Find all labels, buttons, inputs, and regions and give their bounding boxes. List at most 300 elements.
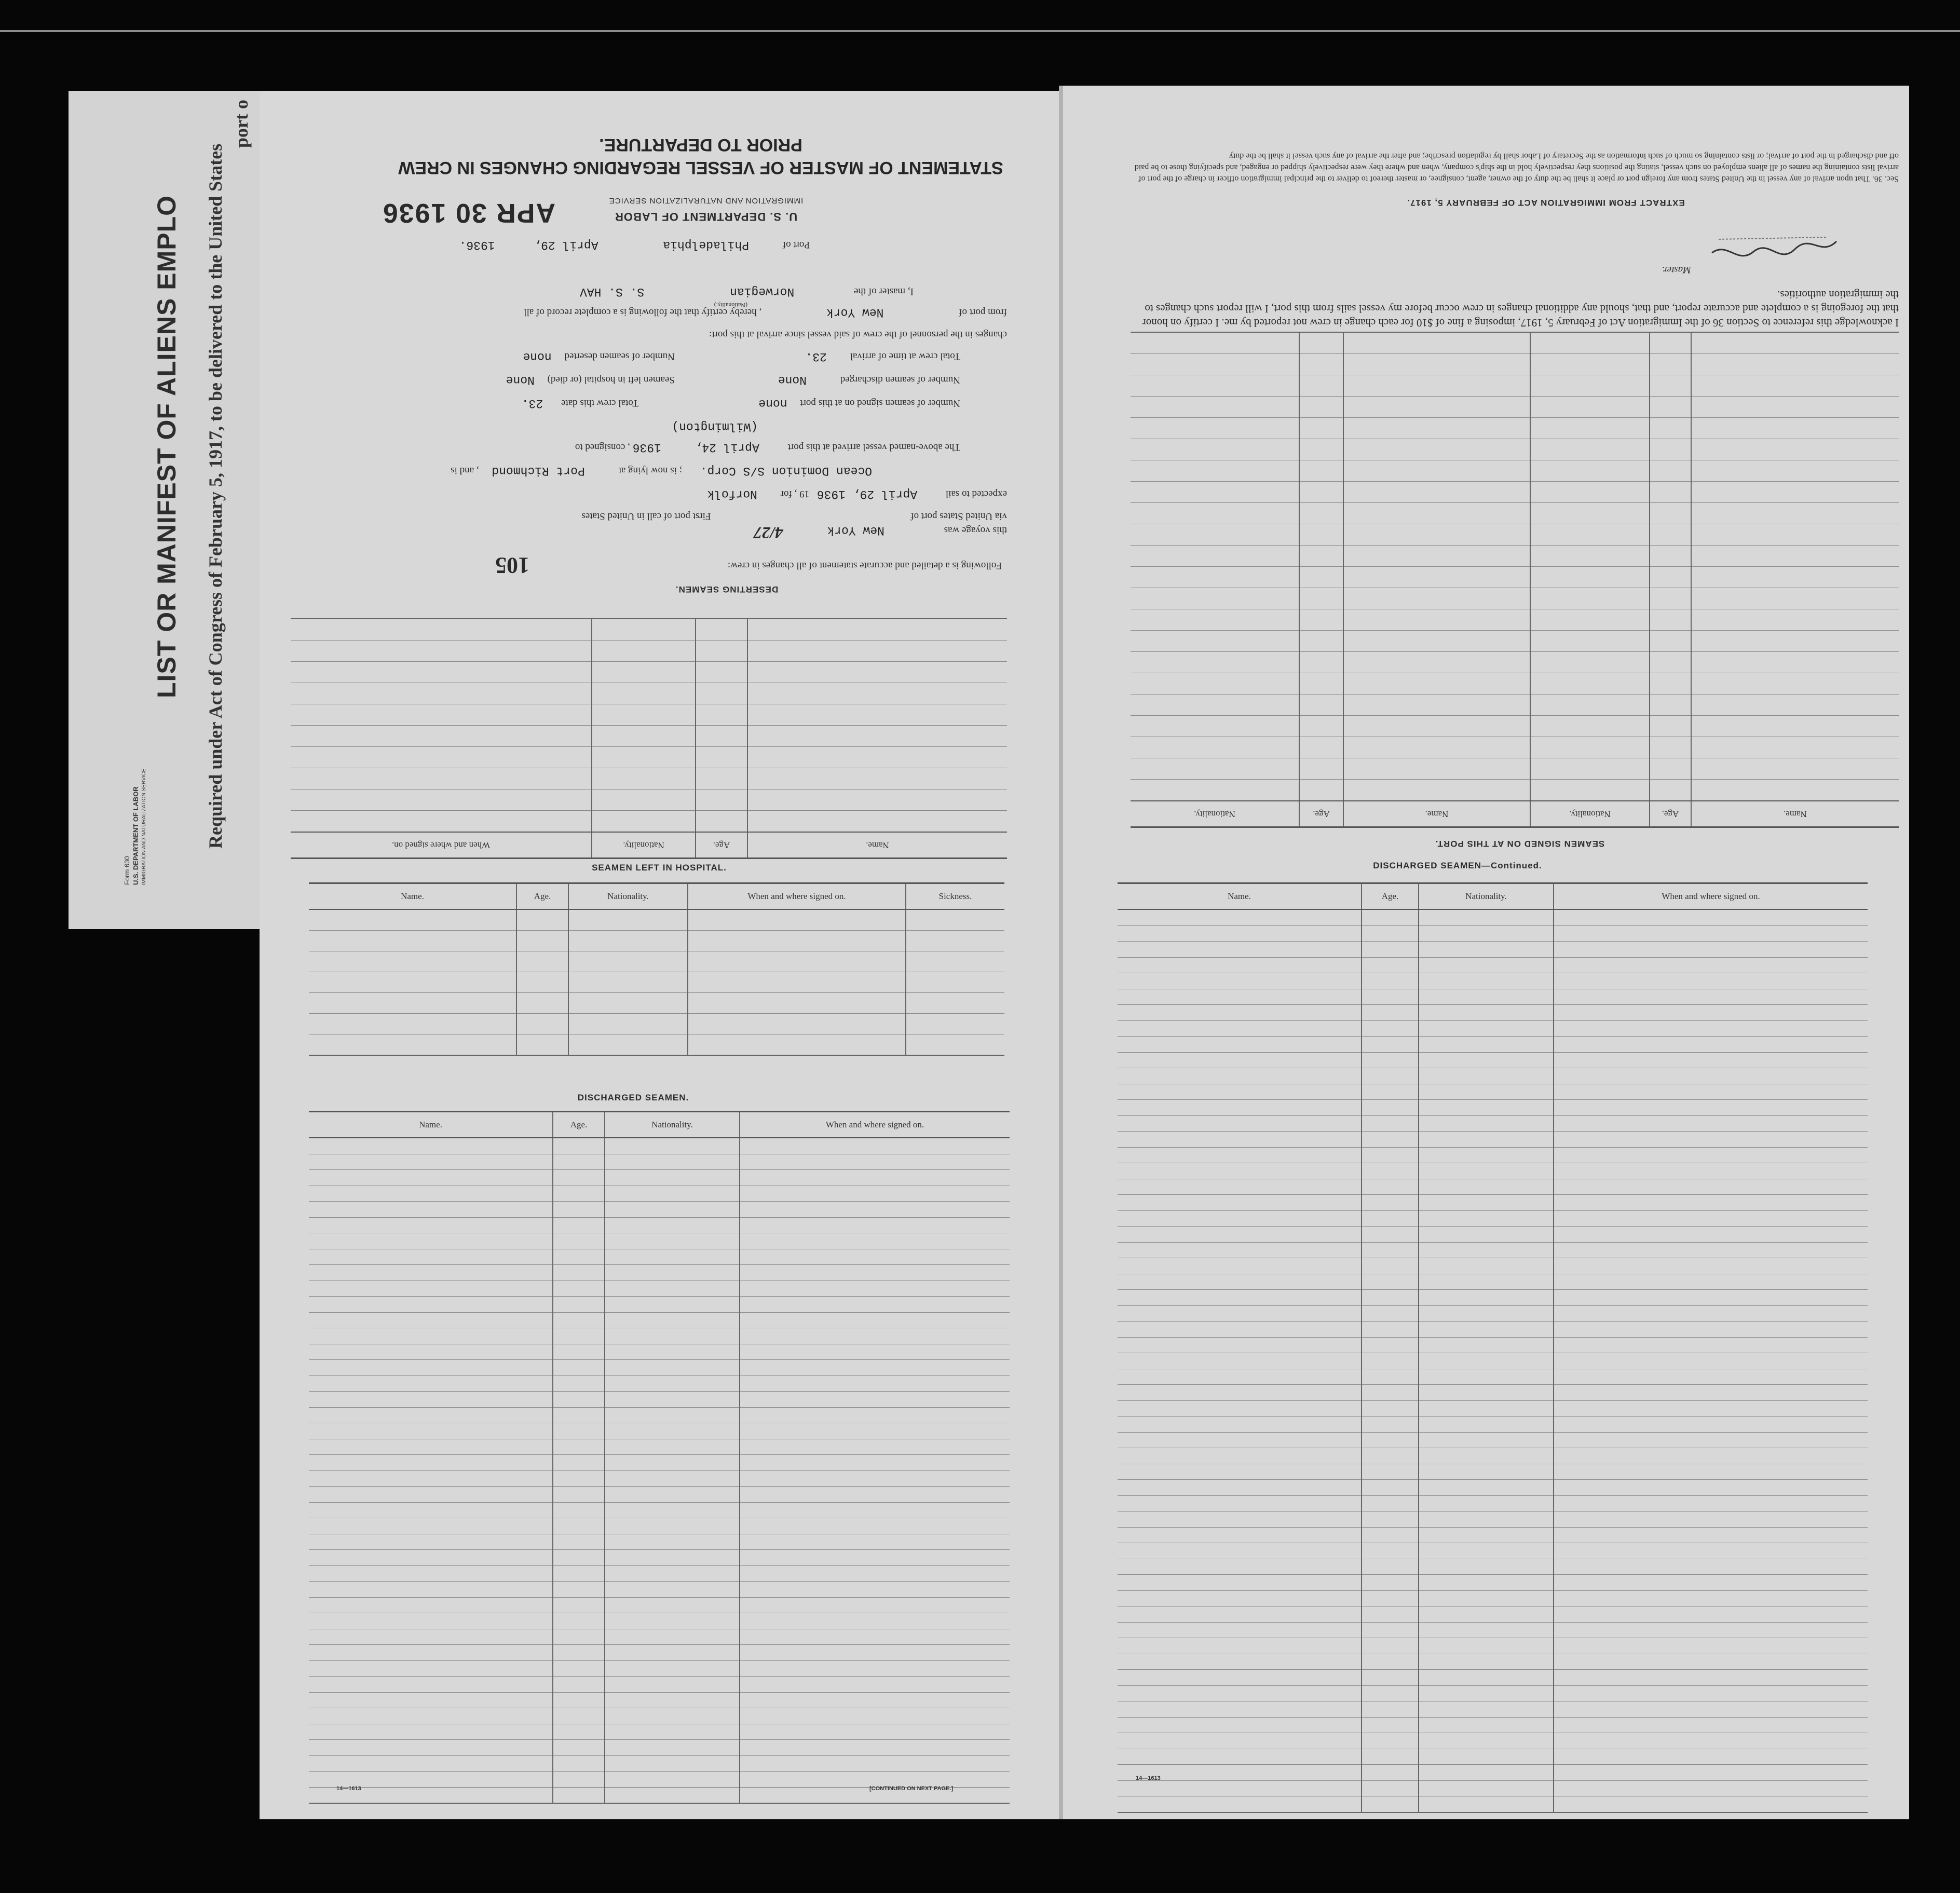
table-row <box>1118 1733 1868 1749</box>
table-cell <box>1419 1163 1554 1179</box>
table-cell <box>1118 1147 1362 1163</box>
table-cell <box>1299 482 1343 503</box>
table-cell <box>605 1439 740 1455</box>
table-row <box>309 1186 1010 1202</box>
table-cell <box>1554 1701 1868 1718</box>
table-cell <box>1299 460 1343 482</box>
for-value: Norfolk <box>707 487 757 501</box>
table-cell <box>740 1360 1010 1376</box>
table-cell <box>740 1502 1010 1518</box>
table-cell <box>1419 1353 1554 1369</box>
table-cell <box>1650 588 1691 609</box>
table-cell <box>1131 482 1299 503</box>
table-cell <box>309 1740 553 1756</box>
changes-line: changes in the personnel of the crew of said vessel since arrival at this port: <box>709 329 1007 340</box>
table-cell <box>1118 1005 1362 1021</box>
table-cell <box>1362 1353 1419 1369</box>
table-cell <box>1554 1005 1868 1021</box>
table-cell <box>309 1677 553 1693</box>
master-line <box>580 285 914 298</box>
table-row <box>291 704 1007 726</box>
table-cell <box>1419 1796 1554 1813</box>
table-cell <box>605 1202 740 1218</box>
table-cell <box>605 1312 740 1328</box>
from-port-value: New York <box>826 306 884 319</box>
table-cell <box>1118 1305 1362 1322</box>
table-cell <box>740 1423 1010 1439</box>
table-row <box>1118 1132 1868 1148</box>
table-cell <box>1131 609 1299 631</box>
table-cell <box>1299 652 1343 673</box>
nationality-caption: (Nationality.) <box>714 302 747 309</box>
table-cell <box>1362 1638 1419 1654</box>
table-row <box>309 1772 1010 1788</box>
table-cell <box>1118 1068 1362 1084</box>
table-cell <box>1131 716 1299 737</box>
table-cell <box>309 1249 553 1265</box>
table-cell <box>1299 524 1343 546</box>
table-row <box>309 1423 1010 1439</box>
table-cell <box>740 1265 1010 1281</box>
table-cell <box>1419 1622 1554 1638</box>
form-code-right: 14—1613 <box>1136 1775 1161 1781</box>
table-cell <box>696 662 747 683</box>
form-tab-subtitle: Required under Act of Congress of February 5, 1917, to be delivered to the United States <box>205 143 226 849</box>
table-cell <box>1419 1068 1554 1084</box>
total-crew-value: 23. <box>805 350 827 363</box>
table-cell <box>1554 1369 1868 1385</box>
table-row <box>291 641 1007 662</box>
table-cell <box>747 768 1007 789</box>
table-cell <box>1343 418 1530 439</box>
total-date-label: Total crew this date <box>561 398 638 408</box>
table-cell <box>906 931 1004 951</box>
for-label: 19 , for <box>780 488 810 499</box>
table-cell <box>1691 503 1899 524</box>
table-cell <box>740 1597 1010 1613</box>
table-cell <box>309 1550 553 1566</box>
table-cell <box>1299 503 1343 524</box>
table-cell <box>309 1724 553 1740</box>
continued-note: [CONTINUED ON NEXT PAGE.] <box>869 1786 954 1792</box>
table-cell <box>309 1202 553 1218</box>
table-cell <box>605 1423 740 1439</box>
table-row <box>1118 1717 1868 1733</box>
table-row <box>309 1724 1010 1740</box>
table-cell <box>740 1645 1010 1661</box>
table-row <box>309 1470 1010 1487</box>
table-cell <box>605 1455 740 1471</box>
table-cell <box>1362 973 1419 989</box>
table-cell <box>1691 609 1899 631</box>
table-cell <box>740 1407 1010 1423</box>
table-cell <box>1419 1147 1554 1163</box>
table-cell <box>309 1281 553 1297</box>
table-cell <box>1118 1543 1362 1559</box>
form-service: IMMIGRATION AND NATURALIZATION SERVICE <box>141 768 147 885</box>
table-cell <box>1118 1227 1362 1243</box>
table-cell <box>1118 1606 1362 1623</box>
arrived-label: The above-named vessel arrived at this port <box>787 442 960 453</box>
table-cell <box>1131 694 1299 716</box>
table-cell <box>568 972 688 993</box>
table-cell <box>1118 1448 1362 1464</box>
table-cell <box>1343 694 1530 716</box>
table-cell <box>605 1502 740 1518</box>
table-cell <box>1118 989 1362 1005</box>
table-cell <box>1554 1654 1868 1670</box>
table-row <box>1118 1258 1868 1274</box>
table-cell <box>309 1170 553 1186</box>
table-cell <box>1554 1258 1868 1274</box>
table-row <box>309 1297 1010 1313</box>
discharged-line <box>778 373 960 387</box>
signed-on-header: SEAMEN SIGNED ON AT THIS PORT. <box>1435 839 1605 849</box>
deserting-table <box>291 618 1007 859</box>
table-cell <box>309 1014 516 1034</box>
table-row <box>1118 1400 1868 1417</box>
table-cell <box>309 1154 553 1170</box>
discharged-cont-col-age: Age. <box>1362 883 1419 910</box>
table-cell <box>1362 1590 1419 1606</box>
table-cell <box>309 1328 553 1344</box>
table-cell <box>605 1708 740 1724</box>
table-row <box>1118 1575 1868 1591</box>
table-cell <box>592 704 696 726</box>
table-cell <box>592 789 696 811</box>
table-cell <box>1650 758 1691 780</box>
table-cell <box>1650 332 1691 354</box>
table-cell <box>1530 546 1650 567</box>
table-cell <box>605 1565 740 1582</box>
table-cell <box>1691 673 1899 694</box>
table-row <box>1118 1543 1868 1559</box>
table-cell <box>1691 546 1899 567</box>
table-row <box>309 1518 1010 1534</box>
table-cell <box>740 1629 1010 1645</box>
table-cell <box>1343 758 1530 780</box>
table-cell <box>740 1708 1010 1724</box>
table-cell <box>1362 1132 1419 1148</box>
table-cell <box>1343 482 1530 503</box>
table-cell <box>309 1407 553 1423</box>
table-cell <box>605 1376 740 1392</box>
table-cell <box>605 1755 740 1772</box>
table-cell <box>1343 375 1530 397</box>
table-row <box>1118 1115 1868 1132</box>
table-cell <box>1131 546 1299 567</box>
table-cell <box>696 726 747 747</box>
table-cell <box>1118 1749 1362 1765</box>
table-cell <box>1554 1733 1868 1749</box>
table-cell <box>553 1772 605 1788</box>
table-row <box>309 1407 1010 1423</box>
table-row <box>1131 397 1899 418</box>
table-row <box>309 1154 1010 1170</box>
table-cell <box>1650 375 1691 397</box>
statement-department: U. S. DEPARTMENT OF LABOR <box>614 210 798 223</box>
table-cell <box>740 1312 1010 1328</box>
table-cell <box>1362 1290 1419 1306</box>
table-row <box>1118 1020 1868 1037</box>
table-cell <box>291 789 592 811</box>
table-cell <box>1343 609 1530 631</box>
table-cell <box>1362 1480 1419 1496</box>
table-cell <box>605 1407 740 1423</box>
from-port-line <box>524 306 1007 319</box>
table-row <box>309 1360 1010 1376</box>
discharged-cont-table-body <box>1118 909 1868 1813</box>
table-cell <box>906 993 1004 1014</box>
table-row <box>1118 1163 1868 1179</box>
table-row <box>1131 631 1899 652</box>
table-row <box>309 993 1004 1014</box>
table-cell <box>1362 1417 1419 1433</box>
and-is-label: , and is <box>451 465 479 476</box>
table-cell <box>1362 1749 1419 1765</box>
table-row <box>1131 609 1899 631</box>
table-cell <box>1530 460 1650 482</box>
table-cell <box>309 1312 553 1328</box>
table-cell <box>1362 1575 1419 1591</box>
table-row <box>1118 1638 1868 1654</box>
voyage-label: this voyage was <box>944 525 1007 536</box>
voyage-line <box>754 523 1007 542</box>
table-cell <box>1299 418 1343 439</box>
table-cell <box>291 683 592 704</box>
table-cell <box>1554 1590 1868 1606</box>
table-cell <box>1118 1353 1362 1369</box>
table-cell <box>309 1645 553 1661</box>
table-cell <box>1419 925 1554 942</box>
table-cell <box>1419 1511 1554 1528</box>
table-cell <box>1343 588 1530 609</box>
table-row <box>309 1755 1010 1772</box>
table-cell <box>1650 652 1691 673</box>
table-cell <box>516 909 568 931</box>
discharged-cont-table <box>1118 882 1868 1813</box>
table-cell <box>568 1014 688 1034</box>
table-cell <box>1530 503 1650 524</box>
table-cell <box>1118 1290 1362 1306</box>
table-cell <box>1554 1132 1868 1148</box>
table-cell <box>1362 1559 1419 1575</box>
table-row <box>1118 1417 1868 1433</box>
table-cell <box>1299 631 1343 652</box>
table-cell <box>1554 973 1868 989</box>
table-cell <box>309 1392 553 1408</box>
extract-header: EXTRACT FROM IMMIGRATION ACT OF FEBRUARY 5, 1917. <box>1407 198 1685 208</box>
table-cell <box>1343 332 1530 354</box>
table-cell <box>553 1660 605 1677</box>
table-row <box>1118 1353 1868 1369</box>
table-cell <box>553 1708 605 1724</box>
table-row <box>1118 1654 1868 1670</box>
statement-block <box>280 91 1038 859</box>
table-cell <box>553 1455 605 1471</box>
table-cell <box>1118 1322 1362 1338</box>
table-cell <box>1650 716 1691 737</box>
table-cell <box>309 1217 553 1233</box>
table-row <box>1131 482 1899 503</box>
table-cell <box>1299 673 1343 694</box>
table-row <box>309 1249 1010 1265</box>
table-cell <box>605 1692 740 1708</box>
table-cell <box>1650 609 1691 631</box>
table-cell <box>740 1724 1010 1740</box>
table-cell <box>1554 1400 1868 1417</box>
table-cell <box>1362 1115 1419 1132</box>
wilmington-value: (Wilmington) <box>672 420 758 433</box>
table-cell <box>906 972 1004 993</box>
table-cell <box>1118 1179 1362 1195</box>
table-cell <box>1118 1527 1362 1543</box>
table-cell <box>1419 1322 1554 1338</box>
table-row <box>1131 503 1899 524</box>
table-row <box>1118 1670 1868 1686</box>
table-cell <box>1419 1448 1554 1464</box>
table-cell <box>1691 737 1899 758</box>
table-cell <box>1554 1765 1868 1781</box>
table-cell <box>1362 942 1419 958</box>
table-cell <box>1131 460 1299 482</box>
table-cell <box>309 1597 553 1613</box>
table-row <box>291 747 1007 768</box>
table-cell <box>1362 1432 1419 1448</box>
table-cell <box>906 909 1004 931</box>
table-cell <box>1419 1084 1554 1100</box>
table-cell <box>906 951 1004 972</box>
table-row <box>1118 1480 1868 1496</box>
table-cell <box>1419 1417 1554 1433</box>
table-row <box>1118 1290 1868 1306</box>
table-cell <box>309 1518 553 1534</box>
table-cell <box>605 1281 740 1297</box>
total-crew-line <box>806 350 961 363</box>
table-cell <box>309 1502 553 1518</box>
table-cell <box>516 1014 568 1034</box>
table-cell <box>1131 758 1299 780</box>
signed-col-age-2: Age. <box>1299 801 1343 827</box>
deserted-label: Number of seamen deserted <box>564 351 675 362</box>
consignee-line <box>451 464 1007 478</box>
table-cell <box>1419 1020 1554 1037</box>
table-cell <box>605 1772 740 1788</box>
table-cell <box>1554 1163 1868 1179</box>
table-cell <box>1299 567 1343 588</box>
table-cell <box>553 1755 605 1772</box>
deserting-col-nationality: Nationality. <box>592 832 696 859</box>
discharged-cont-header: DISCHARGED SEAMEN—Continued. <box>1373 861 1542 870</box>
table-row <box>309 1138 1010 1154</box>
table-cell <box>309 1772 553 1788</box>
table-row <box>1118 1274 1868 1290</box>
table-cell <box>1362 1606 1419 1623</box>
table-row <box>1118 1195 1868 1211</box>
table-cell <box>1343 354 1530 375</box>
discharged-col-name: Name. <box>309 1112 553 1138</box>
table-cell <box>740 1249 1010 1265</box>
table-cell <box>1118 1796 1362 1813</box>
table-cell <box>553 1186 605 1202</box>
table-cell <box>1131 673 1299 694</box>
table-cell <box>291 662 592 683</box>
table-cell <box>1691 588 1899 609</box>
table-cell <box>1419 1480 1554 1496</box>
table-cell <box>1419 1210 1554 1227</box>
table-cell <box>1343 439 1530 460</box>
arrived-year: 1936 <box>632 441 661 454</box>
deserted-value: none <box>523 350 552 363</box>
table-cell <box>592 768 696 789</box>
via-label: via United States port of <box>910 511 1007 522</box>
table-cell <box>1362 1274 1419 1290</box>
table-row <box>1131 737 1899 758</box>
port-line <box>459 238 810 252</box>
hospital-col-nationality: Nationality. <box>568 883 688 910</box>
table-cell <box>553 1328 605 1344</box>
table-cell <box>605 1233 740 1249</box>
table-cell <box>1362 1210 1419 1227</box>
table-row <box>309 1487 1010 1503</box>
table-cell <box>1554 925 1868 942</box>
signature-caption: Master. <box>1662 264 1691 275</box>
table-cell <box>1554 1685 1868 1701</box>
acknowledge-text: I acknowledge this reference to Section 36 of the Immigration Act of February 5, 1917, imposing a fine of $10 for each change in crew not reported by me. I certify on honor that the foregoing is a complete and accurate report, and that, should any additional changes in crew occur before my vessel sails from this port, I will report such changes to the immigration authorities. <box>1142 289 1899 329</box>
table-cell <box>605 1597 740 1613</box>
table-cell <box>1131 588 1299 609</box>
table-cell <box>1118 1020 1362 1037</box>
table-row <box>1118 1005 1868 1021</box>
table-cell <box>1343 546 1530 567</box>
table-row <box>1118 1796 1868 1813</box>
table-cell <box>1530 375 1650 397</box>
table-cell <box>1118 1670 1362 1686</box>
table-cell <box>1554 1322 1868 1338</box>
table-cell <box>1554 1511 1868 1528</box>
table-cell <box>1362 1037 1419 1053</box>
certify-text: , hereby certify that the following is a complete record of all <box>524 307 762 318</box>
discharged-value: None <box>778 373 807 387</box>
table-cell <box>1362 1733 1419 1749</box>
table-cell <box>309 1708 553 1724</box>
table-row <box>1118 1100 1868 1116</box>
table-cell <box>1343 716 1530 737</box>
table-row <box>309 1613 1010 1629</box>
table-row <box>1131 524 1899 546</box>
table-cell <box>1299 737 1343 758</box>
deserting-table-head <box>291 832 1007 859</box>
discharged-label: Number of seamen discharged <box>840 374 960 385</box>
table-cell <box>309 1534 553 1550</box>
table-cell <box>696 683 747 704</box>
table-cell <box>1131 418 1299 439</box>
table-cell <box>1419 1258 1554 1274</box>
table-cell <box>747 641 1007 662</box>
table-cell <box>1362 1511 1419 1528</box>
table-cell <box>1419 1337 1554 1353</box>
table-cell <box>1118 1733 1362 1749</box>
table-row <box>309 972 1004 993</box>
table-cell <box>1362 925 1419 942</box>
table-row <box>309 1014 1004 1034</box>
table-row <box>309 1170 1010 1186</box>
table-cell <box>1554 1179 1868 1195</box>
table-cell <box>1299 332 1343 354</box>
table-cell <box>740 1297 1010 1313</box>
table-cell <box>1554 1448 1868 1464</box>
table-cell <box>605 1344 740 1360</box>
